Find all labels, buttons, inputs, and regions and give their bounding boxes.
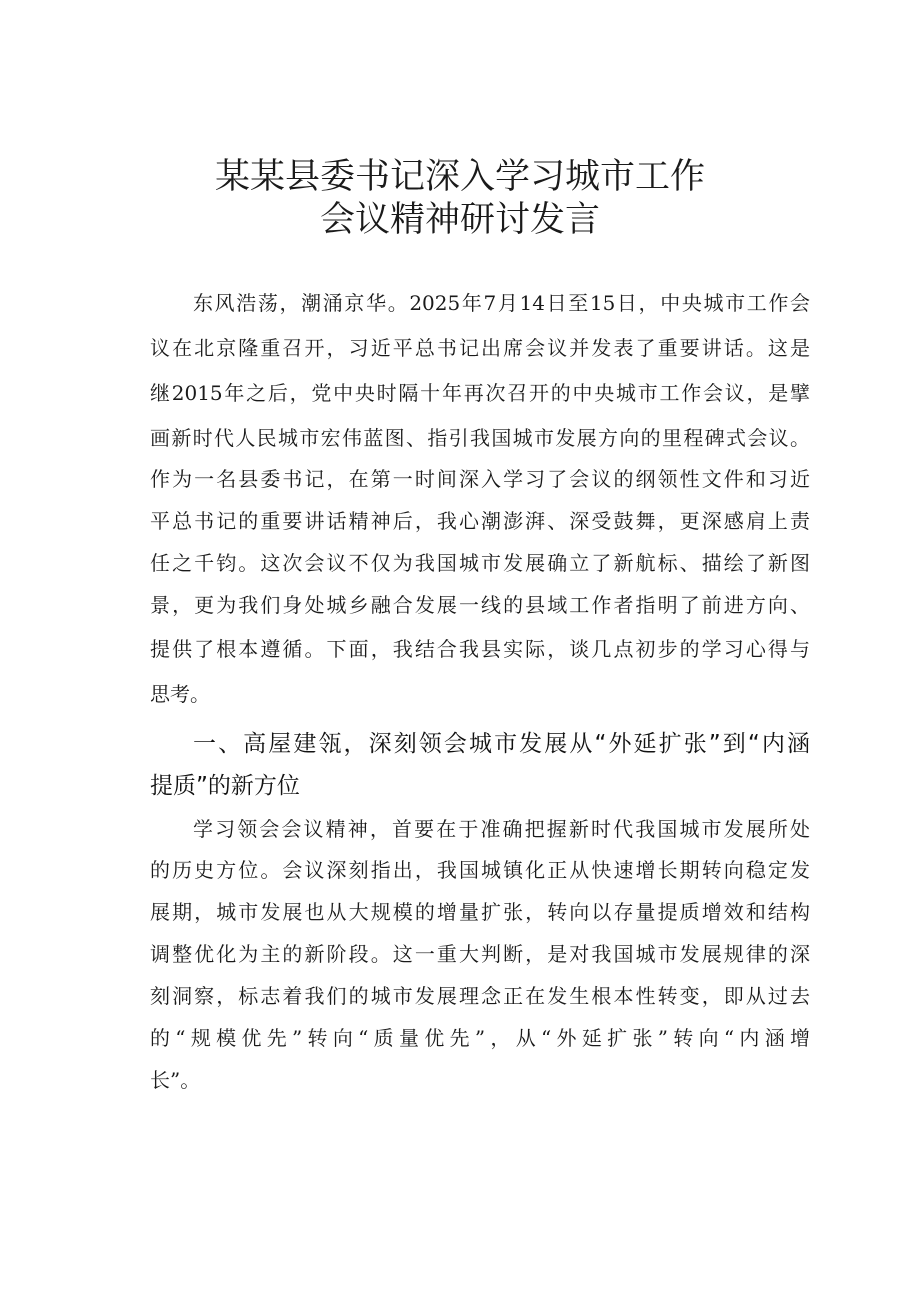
section-1-line-7: 长”。: [150, 1068, 201, 1092]
intro-line-9: 提供了根本遵循。下面，我结合我县实际，谈几点初步的学习心得与: [150, 637, 810, 661]
section-1-heading-line-1: 一、高屋建瓴，深刻领会城市发展从“外延扩张”到“内涵: [193, 731, 810, 757]
section-1-line-6: 的“规模优先”转向“质量优先”，从“外延扩张”转向“内涵增: [150, 1026, 810, 1050]
section-1-line-5: 刻洞察，标志着我们的城市发展理念正在发生根本性转变，即从过去: [150, 984, 810, 1008]
intro-line-6: 平总书记的重要讲话精神后，我心潮澎湃、深受鼓舞，更深感肩上责: [150, 509, 810, 533]
section-1-line-2: 的历史方位。会议深刻指出，我国城镇化正从快速增长期转向稳定发: [150, 858, 810, 882]
section-1-line-3: 展期，城市发展也从大规模的增量扩张，转向以存量提质增效和结构: [150, 900, 810, 924]
intro-line-10: 思考。: [150, 682, 210, 706]
intro-line-7: 任之千钧。这次会议不仅为我国城市发展确立了新航标、描绘了新图: [150, 551, 810, 575]
intro-line-2: 议在北京隆重召开，习近平总书记出席会议并发表了重要讲话。这是: [150, 336, 810, 360]
section-1-heading-line-2: 提质”的新方位: [150, 773, 300, 799]
document-title-line-1: 某某县委书记深入学习城市工作: [214, 157, 705, 197]
intro-line-4: 画新时代人民城市宏伟蓝图、指引我国城市发展方向的里程碑式会议。: [150, 426, 810, 450]
intro-line-1: 东风浩荡，潮涌京华。2025年7月14日至15日，中央城市工作会: [193, 291, 810, 315]
section-1-line-1: 学习领会会议精神，首要在于准确把握新时代我国城市发展所处: [193, 817, 810, 841]
document-title-line-2: 会议精神研讨发言: [319, 200, 600, 240]
intro-line-3: 继2015年之后，党中央时隔十年再次召开的中央城市工作会议，是擘: [150, 381, 810, 405]
intro-line-5: 作为一名县委书记，在第一时间深入学习了会议的纲领性文件和习近: [150, 467, 810, 491]
section-1-line-4: 调整优化为主的新阶段。这一重大判断，是对我国城市发展规律的深: [150, 942, 810, 966]
intro-line-8: 景，更为我们身处城乡融合发展一线的县域工作者指明了前进方向、: [150, 593, 810, 617]
